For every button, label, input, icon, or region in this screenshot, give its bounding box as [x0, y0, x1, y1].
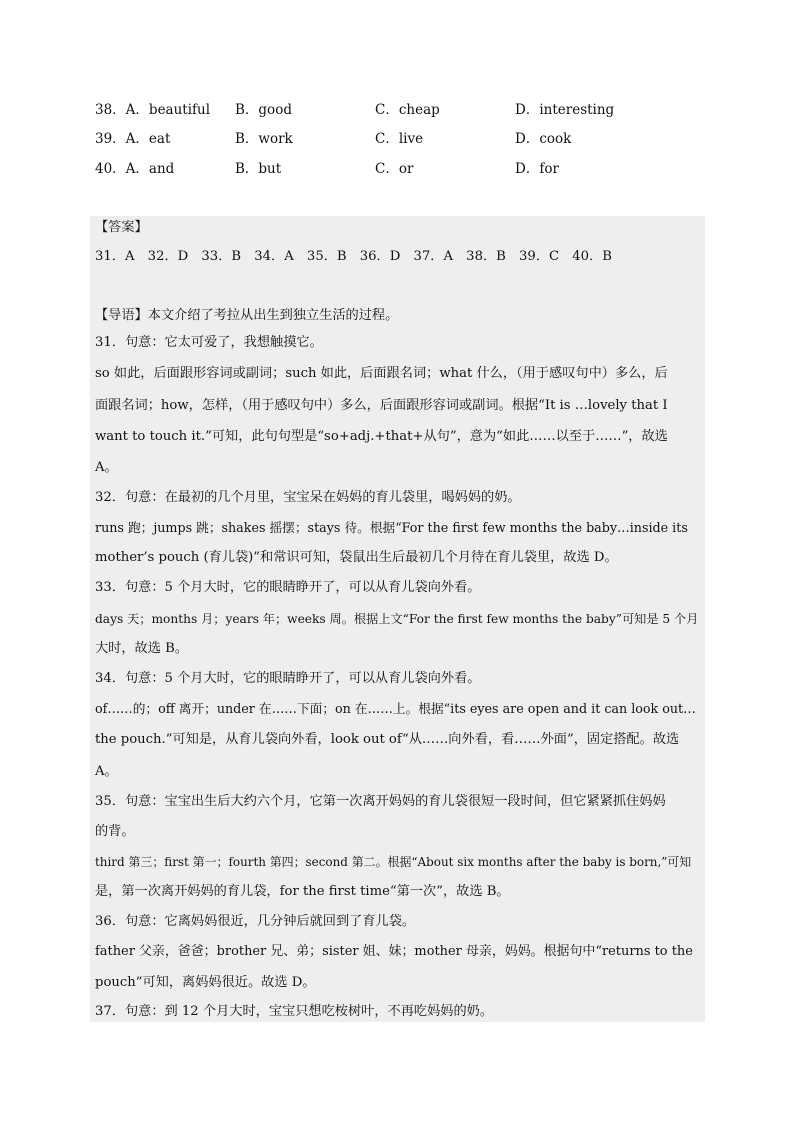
explanation-line: third 第三；first 第一；fourth 第四；second 第二。根据“About six months after the baby is born,”可知 [95, 855, 692, 869]
explanation-line: 的背。 [95, 824, 135, 839]
explanation-line: so 如此，后面跟形容词或副词；such 如此，后面跟名词；what 什么，（用于感叹句中）多么，后 [95, 366, 668, 381]
option-d: D．interesting [515, 102, 615, 118]
explanation-line: 32．句意：在最初的几个月里，宝宝呆在妈妈的育儿袋里，喝妈妈的奶。 [95, 490, 521, 505]
explanation-line: want to touch it.”可知，此句句型是“so+adj.+that+从句”，意为“如此……以至于……”，故选 [95, 429, 668, 444]
option-b: B．but [235, 161, 282, 177]
explanation-line: 37．句意：到 12 个月大时，宝宝只想吃桉树叶，不再吃妈妈的奶。 [95, 1004, 494, 1019]
explanation-line: 35．句意：宝宝出生后大约六个月，它第一次离开妈妈的育儿袋很短一段时间，但它紧紧抓住妈妈 [95, 794, 666, 809]
explanation-line: 34．句意：5 个月大时，它的眼睛睁开了，可以从育儿袋向外看。 [95, 671, 481, 686]
option-b: B．good [235, 102, 292, 118]
option-c: C．cheap [375, 102, 440, 118]
option-a: 39．A．eat [95, 131, 171, 147]
explanation-line: 大时，故选 B。 [95, 641, 189, 656]
option-a: 38．A．beautiful [95, 102, 211, 118]
explanation-line: 面跟名词；how，怎样，（用于感叹句中）多么，后面跟形容词或副词。根据“It is …lovely that I [95, 398, 668, 413]
explanation-line: A。 [95, 764, 118, 779]
explanation-line: runs 跑；jumps 跳；shakes 摇摆；stays 待。根据“For the first few months the baby…inside its [95, 520, 688, 535]
explanation-line: 31．句意：它太可爱了，我想触摸它。 [95, 335, 323, 350]
explanation-line: mother’s pouch (育儿袋)”和常识可知，袋鼠出生后最初几个月待在育儿袋里，故选 D。 [95, 550, 618, 565]
answer-header: 【答案】 [95, 220, 148, 235]
option-d: D．for [515, 161, 559, 177]
explanation-line: pouch”可知，离妈妈很近。故选 D。 [95, 975, 316, 990]
explanation-line: father 父亲，爸爸；brother 兄、弟；sister 姐、妹；mother 母亲，妈妈。根据句中“returns to the [95, 944, 693, 959]
explanation-line: of……的；off 离开；under 在……下面；on 在……上。根据“its eyes are open and it can look out… [95, 701, 696, 716]
explanation-line: 33．句意：5 个月大时，它的眼睛睁开了，可以从育儿袋向外看。 [95, 580, 481, 595]
option-c: C．or [375, 161, 414, 177]
explanation-line: the pouch.”可知是，从育儿袋向外看，look out of“从……向外看，看……外面”，固定搭配。故选 [95, 732, 680, 747]
option-b: B．work [235, 131, 293, 147]
explanation-line: 36．句意：它离妈妈很近，几分钟后就回到了育儿袋。 [95, 914, 416, 929]
option-a: 40．A．and [95, 161, 175, 177]
guide-text: 【导语】本文介绍了考拉从出生到独立生活的过程。 [95, 308, 399, 323]
answer-key: 31．A 32．D 33．B 34．A 35．B 36．D 37．A 38．B 39．C 40．B [95, 249, 612, 264]
explanation-line: 是，第一次离开妈妈的育儿袋，for the first time“第一次”，故选 B。 [95, 884, 510, 899]
explanation-line: days 天；months 月；years 年；weeks 周。根据上文“For the first few months the baby”可知是 5 个月 [95, 612, 699, 626]
option-d: D．cook [515, 131, 572, 147]
explanation-line: A。 [95, 460, 118, 475]
option-c: C．live [375, 131, 424, 147]
